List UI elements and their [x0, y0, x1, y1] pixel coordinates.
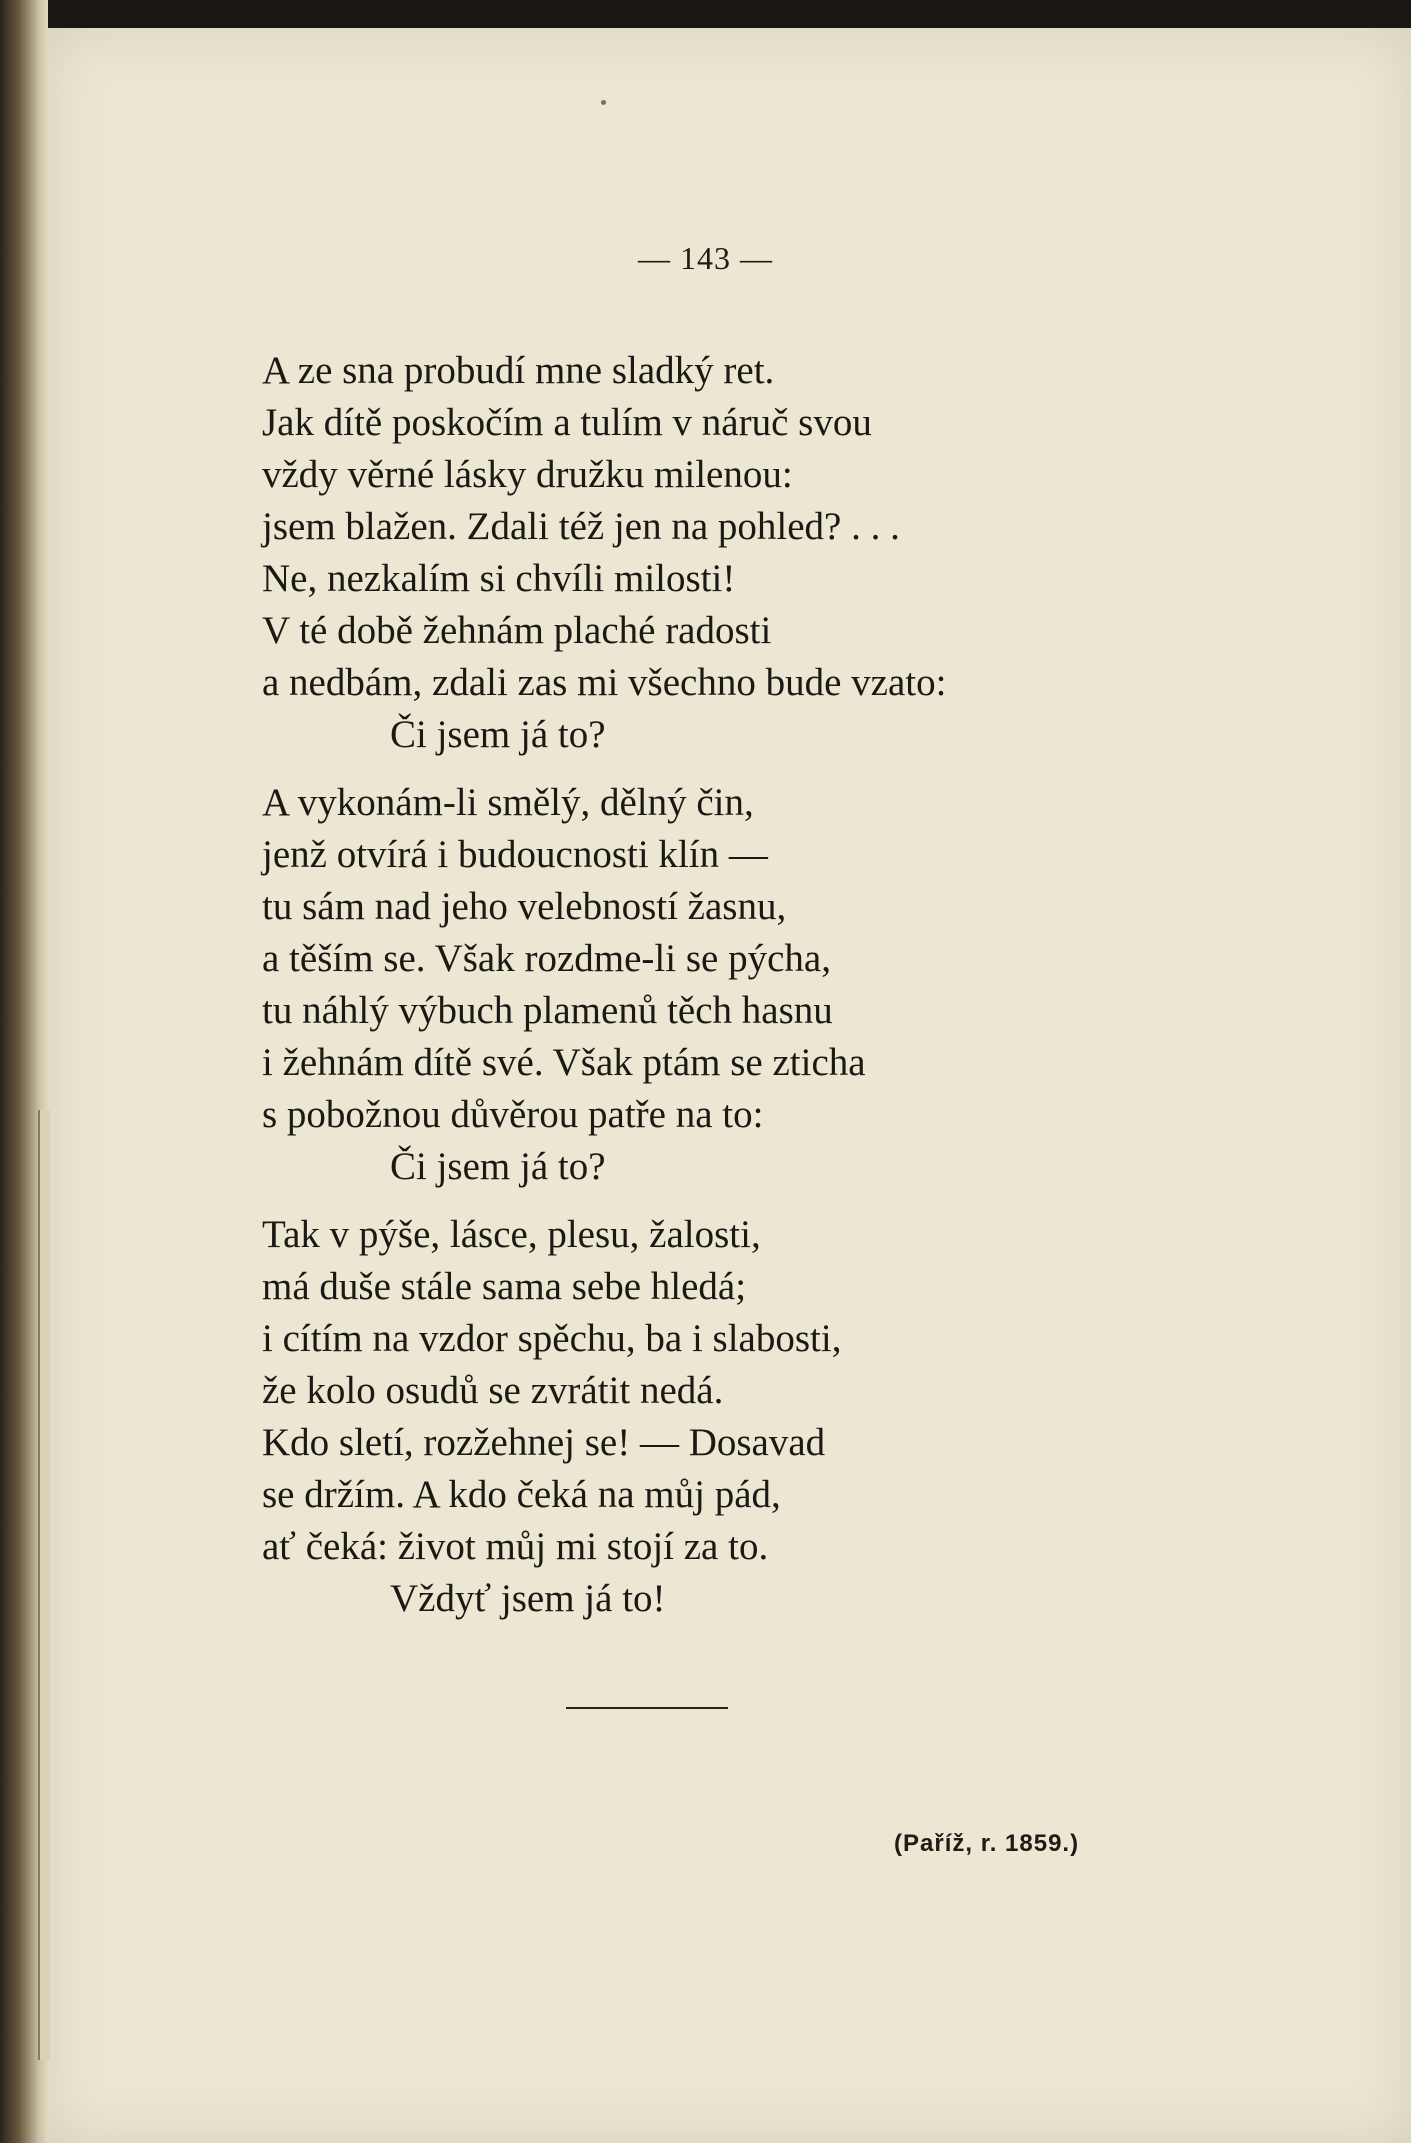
page-number: — 143 —	[638, 240, 773, 276]
poem-line: A ze sna probudí mne sladký ret.	[262, 349, 775, 392]
poem-line: i žehnám dítě své. Však ptám se zticha	[262, 1041, 866, 1084]
poem-line: jsem blažen. Zdali též jen na pohled? . . .	[262, 505, 900, 548]
stanza-3	[262, 1209, 1362, 1625]
refrain-line: Či jsem já to?	[390, 713, 606, 756]
poem-line: se držím. A kdo čeká na můj pád,	[262, 1473, 781, 1516]
poem	[262, 345, 1362, 1641]
poem-line: tu sám nad jeho velebností žasnu,	[262, 885, 787, 928]
stanza-2	[262, 777, 1362, 1193]
poem-line: že kolo osudů se zvrátit nedá.	[262, 1369, 724, 1412]
page-edge	[38, 1110, 50, 2060]
poem-line: V té době žehnám plaché radosti	[262, 609, 772, 652]
speck	[601, 100, 606, 105]
refrain-line: Či jsem já to?	[390, 1145, 606, 1188]
poem-line: a těším se. Však rozdme-li se pýcha,	[262, 937, 831, 980]
poem-line: Kdo sletí, rozžehnej se! — Dosavad	[262, 1421, 826, 1464]
poem-line: Jak dítě poskočím a tulím v náruč svou	[262, 401, 872, 444]
poem-line: s pobožnou důvěrou patře na to:	[262, 1093, 764, 1136]
poem-line: jenž otvírá i budoucnosti klín —	[262, 833, 768, 876]
poem-line: a nedbám, zdali zas mi všechno bude vzato:	[262, 661, 947, 704]
poem-line: i cítím na vzdor spěchu, ba i slabosti,	[262, 1317, 842, 1360]
poem-line: ať čeká: život můj mi stojí za to.	[262, 1525, 769, 1568]
poem-line: A vykonám-li smělý, dělný čin,	[262, 781, 754, 824]
refrain-line: Vždyť jsem já to!	[390, 1577, 666, 1620]
poem-line: má duše stále sama sebe hledá;	[262, 1265, 747, 1308]
poem-line: Tak v pýše, lásce, plesu, žalosti,	[262, 1213, 761, 1256]
end-divider	[566, 1707, 728, 1709]
poem-line: vždy věrné lásky družku milenou:	[262, 453, 793, 496]
poem-line: tu náhlý výbuch plamenů těch hasnu	[262, 989, 833, 1032]
stanza-1	[262, 345, 1362, 761]
poem-line: Ne, nezkalím si chvíli milosti!	[262, 557, 736, 600]
place-date-signature: (Paříž, r. 1859.)	[894, 1830, 1080, 1857]
